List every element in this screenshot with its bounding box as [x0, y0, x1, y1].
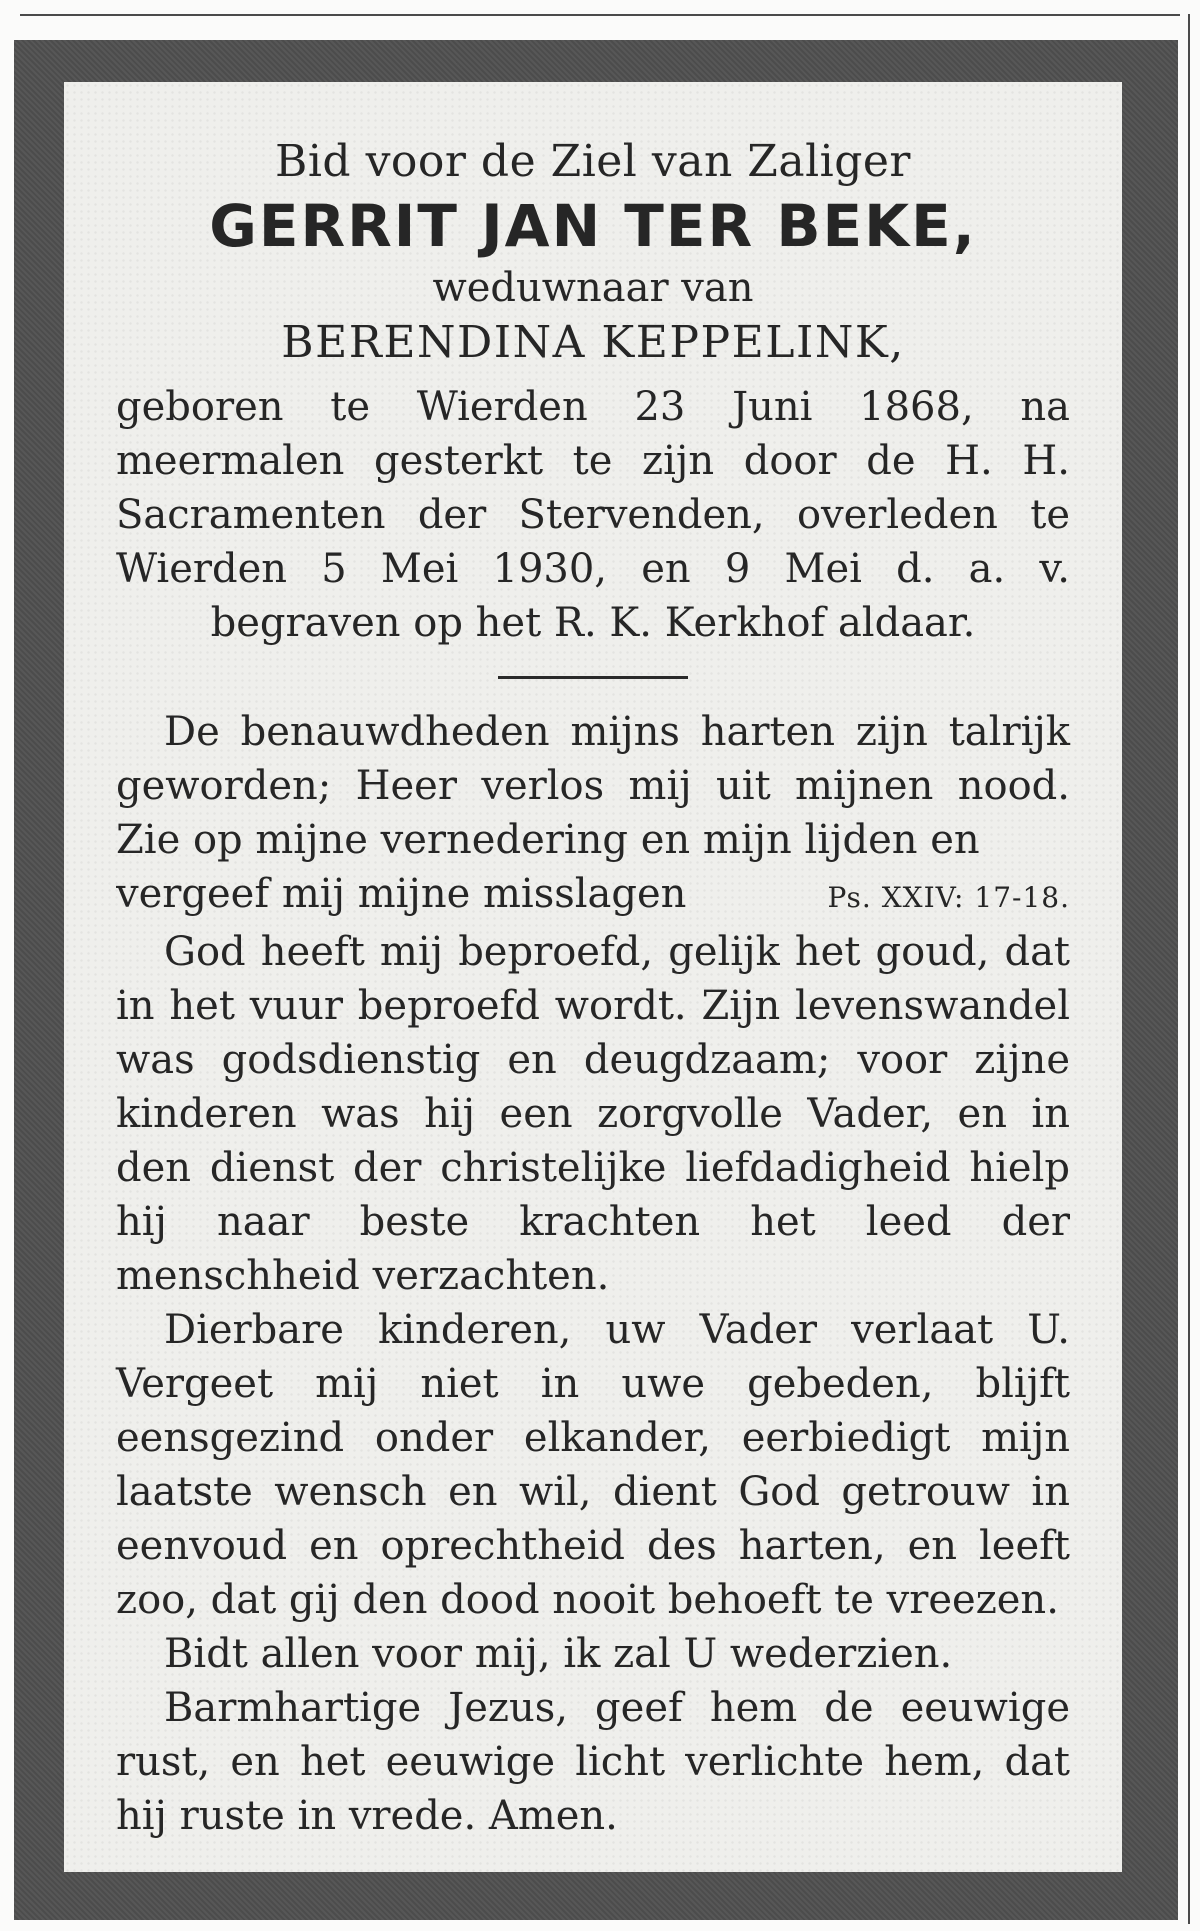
- card-heading: Bid voor de Ziel van Zaliger: [275, 136, 911, 187]
- psalm-last-line: vergeef mij mijne misslagen: [116, 871, 687, 917]
- paragraph-pray: Bidt allen voor mij, ik zal U wederzien.: [164, 1631, 953, 1677]
- scan-edge-top: [20, 14, 1180, 16]
- memorial-card-body: [64, 82, 1122, 1872]
- biography: geboren te Wierden 23 Juni 1868, na meermalen gesterkt te zijn door de H. H. Sacramenten der Stervenden, overleden te Wierden 5 Mei 1930, en 9 Mei d. a. v. begraven op het R. K. Kerkhof aldaar.: [116, 384, 1070, 646]
- psalm-quote-end: [116, 867, 1070, 925]
- paragraph-god: God heeft mij beproefd, gelijk het goud, dat in het vuur beproefd wordt. Zijn levenswandel was godsdienstig en deugdzaam; voor zijne kinderen was hij een zorgvolle Vader, en in den dienst der christelijke liefdadigheid hielp hij naar beste krachten het leed der menschheid verzachten.: [116, 929, 1070, 1299]
- spouse-name: BERENDINA KEPPELINK,: [281, 317, 905, 368]
- paragraph-children: Dierbare kinderen, uw Vader verlaat U. Vergeet mij niet in uwe gebeden, blijft eensgezind onder elkander, eerbiedigt mijn laatste wensch en wil, dient God getrouw in eenvoud en oprechtheid des harten, en leeft zoo, dat gij den dood nooit behoeft te vreezen.: [116, 1307, 1070, 1623]
- scan-edge-right: [1188, 14, 1190, 1924]
- relation-line: weduwnaar van: [432, 265, 754, 311]
- psalm-quote: De benauwdheden mijns harten zijn talrijk geworden; Heer verlos mij uit mijnen nood. Zie op mijne vernedering en mijn lijden en: [116, 709, 1070, 863]
- deceased-name: GERRIT JAN TER BEKE,: [209, 192, 977, 260]
- memorial-card-border: [14, 40, 1178, 1920]
- paragraph-amen: Barmhartige Jezus, geef hem de eeuwige rust, en het eeuwige licht verlichte hem, dat hij ruste in vrede. Amen.: [116, 1685, 1070, 1839]
- divider-rule: [498, 676, 688, 679]
- psalm-reference: Ps. XXIV: 17-18.: [827, 881, 1070, 914]
